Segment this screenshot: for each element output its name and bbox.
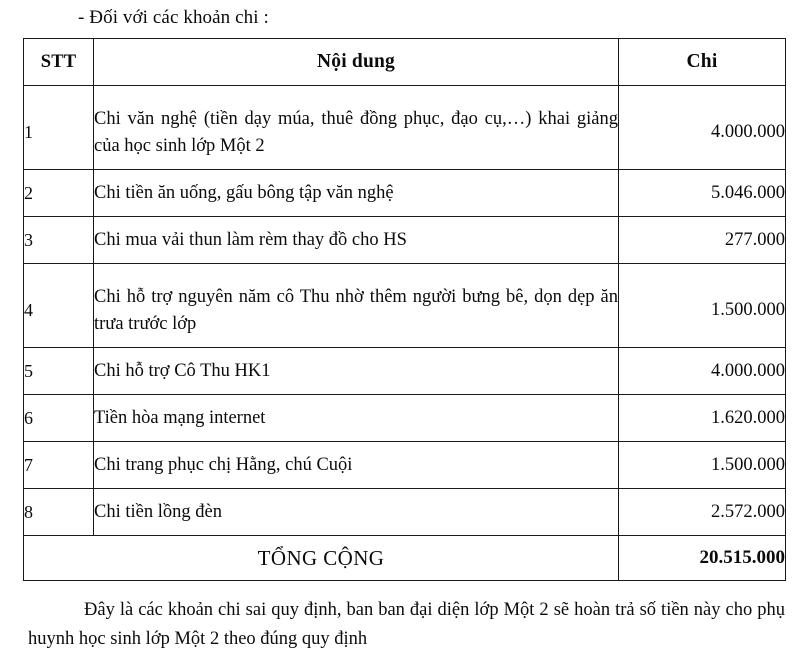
cell-stt: 7 [24,442,94,489]
table-row [24,348,786,395]
cell-stt: 4 [24,264,94,348]
cell-content: Chi trang phục chị Hằng, chú Cuội [94,442,619,489]
column-header-content: Nội dung [94,39,619,86]
cell-stt: 6 [24,395,94,442]
cell-stt: 1 [24,86,94,170]
cell-content: Chi hỗ trợ Cô Thu HK1 [94,348,619,395]
expense-table [23,38,786,581]
cell-amount: 1.500.000 [619,442,786,489]
closing-paragraph: Đây là các khoản chi sai quy định, ban ban đại diện lớp Một 2 sẽ hoàn trả số tiền này cho phụ huynh học sinh lớp Một 2 theo đúng quy định [28,600,785,649]
table-row [24,217,786,264]
cell-amount: 5.046.000 [619,170,786,217]
table-total-row [24,536,786,581]
cell-stt: 3 [24,217,94,264]
column-header-amount: Chi [619,39,786,86]
cell-amount: 1.500.000 [619,264,786,348]
cell-amount: 1.620.000 [619,395,786,442]
cell-stt: 5 [24,348,94,395]
cell-amount: 4.000.000 [619,348,786,395]
cell-content: Chi hỗ trợ nguyên năm cô Thu nhờ thêm người bưng bê, dọn dẹp ăn trưa trước lớp [94,264,619,348]
cell-stt: 8 [24,489,94,536]
cell-stt: 2 [24,170,94,217]
cell-content: Chi mua vải thun làm rèm thay đồ cho HS [94,217,619,264]
table-row [24,442,786,489]
table-row [24,264,786,348]
intro-line: - Đối với các khoản chi : [78,7,269,28]
cell-amount: 2.572.000 [619,489,786,536]
table-row [24,489,786,536]
total-label: TỔNG CỘNG [24,536,619,581]
table-header-row [24,39,786,86]
cell-content: Chi tiền ăn uống, gấu bông tập văn nghệ [94,170,619,217]
table-row [24,395,786,442]
column-header-stt: STT [24,39,94,86]
table-row [24,170,786,217]
cell-amount: 4.000.000 [619,86,786,170]
table-row [24,86,786,170]
cell-content: Chi tiền lồng đèn [94,489,619,536]
total-amount: 20.515.000 [619,536,786,581]
cell-content: Chi văn nghệ (tiền dạy múa, thuê đồng phục, đạo cụ,…) khai giảng của học sinh lớp Một 2 [94,86,619,170]
cell-amount: 277.000 [619,217,786,264]
cell-content: Tiền hòa mạng internet [94,395,619,442]
